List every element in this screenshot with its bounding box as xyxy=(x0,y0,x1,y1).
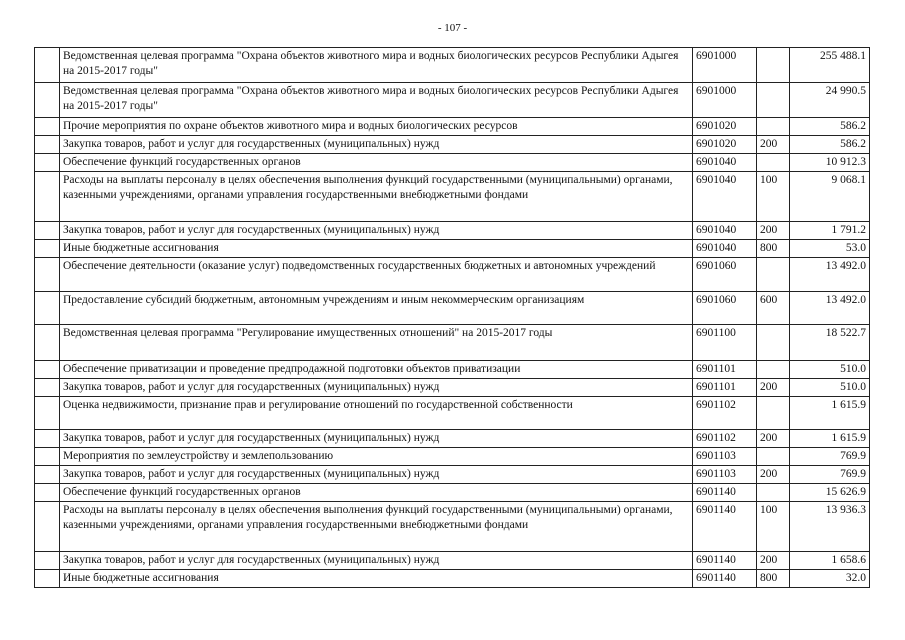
row-code: 6901040 xyxy=(693,240,757,258)
blank-cell xyxy=(35,361,60,379)
row-code: 6901102 xyxy=(693,397,757,430)
row-code: 6901140 xyxy=(693,570,757,588)
row-name: Расходы на выплаты персоналу в целях обеспечения выполнения функций государственными (муниципальными) органами, казенными учреждениями, органами управления государственными внебюджетными фондами xyxy=(60,502,693,552)
blank-cell xyxy=(35,136,60,154)
row-type: 200 xyxy=(757,222,790,240)
row-name: Ведомственная целевая программа "Регулирование имущественных отношений" на 2015-2017 годы xyxy=(60,325,693,361)
table-row xyxy=(35,325,870,361)
blank-cell xyxy=(35,118,60,136)
row-amount: 1 791.2 xyxy=(790,222,870,240)
row-code: 6901140 xyxy=(693,552,757,570)
blank-cell xyxy=(35,502,60,552)
row-amount: 9 068.1 xyxy=(790,172,870,222)
row-type: 200 xyxy=(757,466,790,484)
row-type xyxy=(757,83,790,118)
row-name: Закупка товаров, работ и услуг для государственных (муниципальных) нужд xyxy=(60,552,693,570)
row-name: Ведомственная целевая программа "Охрана объектов животного мира и водных биологических ресурсов Республики Адыгея на 2015-2017 годы" xyxy=(60,83,693,118)
table-row xyxy=(35,361,870,379)
table-row xyxy=(35,136,870,154)
blank-cell xyxy=(35,222,60,240)
row-code: 6901060 xyxy=(693,258,757,292)
row-amount: 255 488.1 xyxy=(790,48,870,83)
row-type xyxy=(757,484,790,502)
row-code: 6901101 xyxy=(693,379,757,397)
row-name: Закупка товаров, работ и услуг для государственных (муниципальных) нужд xyxy=(60,379,693,397)
table-row xyxy=(35,397,870,430)
blank-cell xyxy=(35,83,60,118)
row-type xyxy=(757,48,790,83)
row-code: 6901040 xyxy=(693,154,757,172)
row-amount: 1 615.9 xyxy=(790,397,870,430)
blank-cell xyxy=(35,258,60,292)
row-amount: 13 936.3 xyxy=(790,502,870,552)
row-name: Прочие мероприятия по охране объектов животного мира и водных биологических ресурсов xyxy=(60,118,693,136)
row-type: 100 xyxy=(757,502,790,552)
table-row xyxy=(35,292,870,325)
page-number: - 107 - xyxy=(437,22,468,34)
row-name: Обеспечение деятельности (оказание услуг) подведомственных государственных бюджетных и автономных учреждений xyxy=(60,258,693,292)
row-code: 6901000 xyxy=(693,83,757,118)
row-type xyxy=(757,154,790,172)
row-type: 200 xyxy=(757,552,790,570)
blank-cell xyxy=(35,48,60,83)
blank-cell xyxy=(35,430,60,448)
row-amount: 32.0 xyxy=(790,570,870,588)
row-code: 6901140 xyxy=(693,484,757,502)
table-row xyxy=(35,118,870,136)
row-type: 600 xyxy=(757,292,790,325)
table-row xyxy=(35,258,870,292)
table-row xyxy=(35,466,870,484)
row-code: 6901101 xyxy=(693,361,757,379)
table-row xyxy=(35,172,870,222)
table-row xyxy=(35,240,870,258)
row-code: 6901040 xyxy=(693,172,757,222)
table-row xyxy=(35,484,870,502)
row-name: Расходы на выплаты персоналу в целях обеспечения выполнения функций государственными (муниципальными) органами, казенными учреждениями, органами управления государственными внебюджетными фондами xyxy=(60,172,693,222)
row-code: 6901060 xyxy=(693,292,757,325)
row-name: Предоставление субсидий бюджетным, автономным учреждениям и иным некоммерческим организациям xyxy=(60,292,693,325)
row-code: 6901040 xyxy=(693,222,757,240)
row-type: 200 xyxy=(757,379,790,397)
row-type xyxy=(757,118,790,136)
row-amount: 24 990.5 xyxy=(790,83,870,118)
row-amount: 13 492.0 xyxy=(790,292,870,325)
row-name: Мероприятия по землеустройству и землепользованию xyxy=(60,448,693,466)
row-amount: 18 522.7 xyxy=(790,325,870,361)
table-row xyxy=(35,379,870,397)
row-type xyxy=(757,448,790,466)
row-amount: 53.0 xyxy=(790,240,870,258)
row-code: 6901000 xyxy=(693,48,757,83)
row-code: 6901103 xyxy=(693,466,757,484)
row-amount: 15 626.9 xyxy=(790,484,870,502)
row-type: 800 xyxy=(757,240,790,258)
blank-cell xyxy=(35,570,60,588)
blank-cell xyxy=(35,240,60,258)
blank-cell xyxy=(35,484,60,502)
table-row xyxy=(35,430,870,448)
table-row xyxy=(35,154,870,172)
row-code: 6901020 xyxy=(693,118,757,136)
table-row xyxy=(35,83,870,118)
table-row xyxy=(35,448,870,466)
row-name: Обеспечение функций государственных органов xyxy=(60,154,693,172)
blank-cell xyxy=(35,325,60,361)
row-type: 200 xyxy=(757,136,790,154)
blank-cell xyxy=(35,397,60,430)
blank-cell xyxy=(35,466,60,484)
row-code: 6901020 xyxy=(693,136,757,154)
budget-table-body xyxy=(35,48,870,588)
blank-cell xyxy=(35,154,60,172)
row-type: 800 xyxy=(757,570,790,588)
blank-cell xyxy=(35,552,60,570)
row-amount: 510.0 xyxy=(790,379,870,397)
table-row xyxy=(35,502,870,552)
row-type xyxy=(757,325,790,361)
row-name: Иные бюджетные ассигнования xyxy=(60,570,693,588)
row-type xyxy=(757,397,790,430)
row-amount: 13 492.0 xyxy=(790,258,870,292)
table-row xyxy=(35,552,870,570)
row-amount: 1 615.9 xyxy=(790,430,870,448)
row-amount: 586.2 xyxy=(790,136,870,154)
row-amount: 10 912.3 xyxy=(790,154,870,172)
table-row xyxy=(35,222,870,240)
row-amount: 769.9 xyxy=(790,448,870,466)
blank-cell xyxy=(35,292,60,325)
row-code: 6901100 xyxy=(693,325,757,361)
row-amount: 769.9 xyxy=(790,466,870,484)
row-name: Закупка товаров, работ и услуг для государственных (муниципальных) нужд xyxy=(60,466,693,484)
row-code: 6901102 xyxy=(693,430,757,448)
row-name: Оценка недвижимости, признание прав и регулирование отношений по государственной собственности xyxy=(60,397,693,430)
blank-cell xyxy=(35,448,60,466)
row-name: Закупка товаров, работ и услуг для государственных (муниципальных) нужд xyxy=(60,136,693,154)
row-amount: 586.2 xyxy=(790,118,870,136)
row-type: 100 xyxy=(757,172,790,222)
row-name: Обеспечение приватизации и проведение предпродажной подготовки объектов приватизации xyxy=(60,361,693,379)
row-type xyxy=(757,258,790,292)
row-name: Ведомственная целевая программа "Охрана объектов животного мира и водных биологических ресурсов Республики Адыгея на 2015-2017 годы" xyxy=(60,48,693,83)
row-type xyxy=(757,361,790,379)
row-amount: 510.0 xyxy=(790,361,870,379)
budget-table xyxy=(34,47,870,588)
table-row xyxy=(35,48,870,83)
row-name: Обеспечение функций государственных органов xyxy=(60,484,693,502)
row-name: Иные бюджетные ассигнования xyxy=(60,240,693,258)
row-code: 6901103 xyxy=(693,448,757,466)
row-name: Закупка товаров, работ и услуг для государственных (муниципальных) нужд xyxy=(60,222,693,240)
row-type: 200 xyxy=(757,430,790,448)
row-name: Закупка товаров, работ и услуг для государственных (муниципальных) нужд xyxy=(60,430,693,448)
table-row xyxy=(35,570,870,588)
row-code: 6901140 xyxy=(693,502,757,552)
row-amount: 1 658.6 xyxy=(790,552,870,570)
blank-cell xyxy=(35,379,60,397)
blank-cell xyxy=(35,172,60,222)
